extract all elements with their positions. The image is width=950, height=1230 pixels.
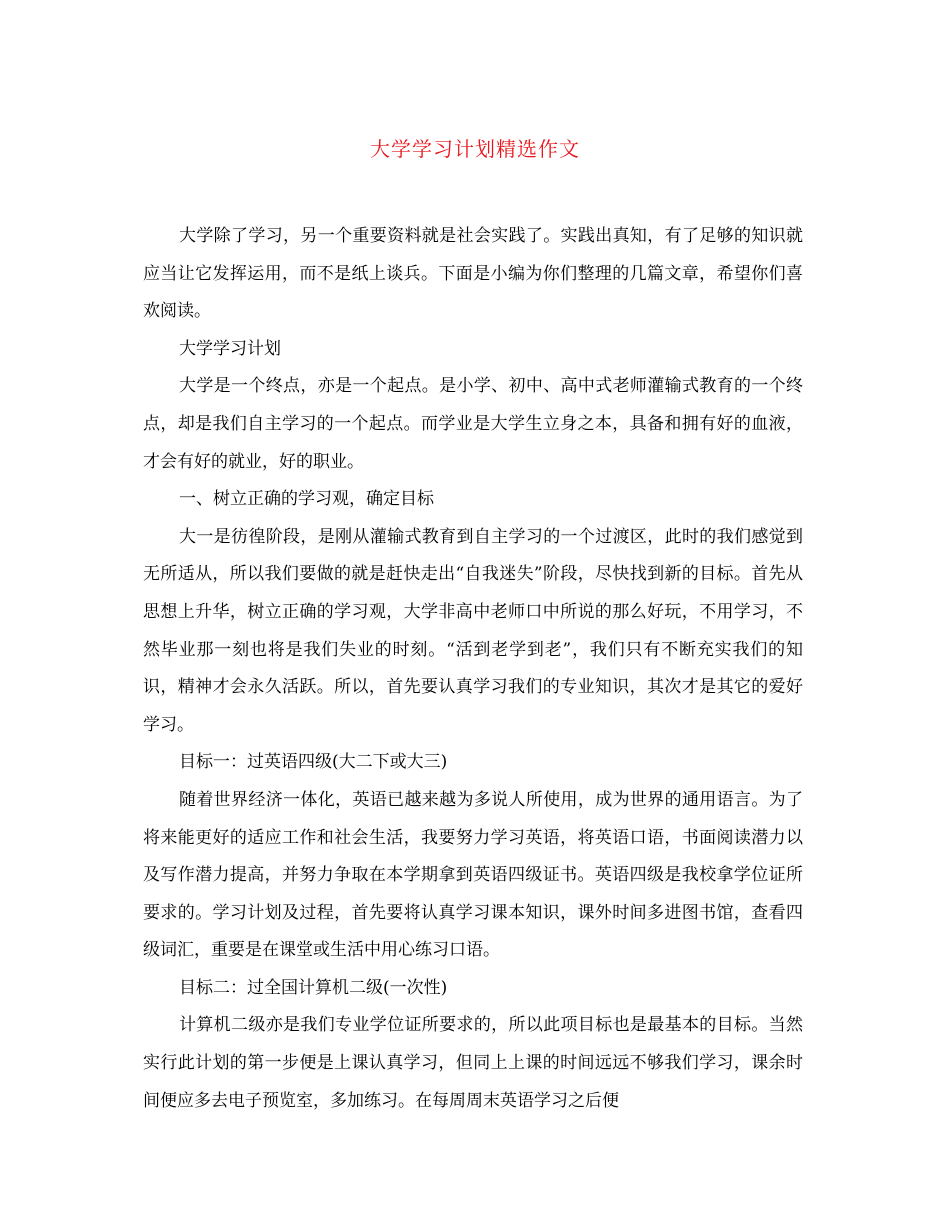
section-heading-study-plan: 大学学习计划 — [179, 338, 281, 359]
document-body — [143, 218, 803, 1120]
goal-heading-english: 目标一：过英语四级(大二下或大三) — [179, 752, 448, 773]
document-title: 大学学习计划精选作文 — [370, 137, 580, 161]
section-heading-learning-view: 一、树立正确的学习观，确定目标 — [179, 489, 434, 510]
body-paragraph: 计算机二级亦是我们专业学位证所要求的，所以此项目标也是最基本的目标。当然实行此计划的第一步便是上课认真学习，但同上上课的时间远远不够我们学习，课余时间便应多去电子预览室，多加练习。在每周周末英语学习之后便 — [143, 1015, 803, 1111]
body-paragraph: 大一是彷徨阶段，是刚从灌输式教育到自主学习的一个过渡区，此时的我们感觉到无所适从，所以我们要做的就是赶快走出“自我迷失”阶段，尽快找到新的目标。首先从思想上升华，树立正确的学习观，大学非高中老师口中所说的那么好玩，不用学习，不然毕业那一刻也将是我们失业的时刻。“活到老学到老”，我们只有不断充实我们的知识，精神才会永久活跃。所以，首先要认真学习我们的专业知识，其次才是其它的爱好学习。 — [143, 526, 803, 735]
body-paragraph: 随着世界经济一体化，英语已越来越为多说人所使用，成为世界的通用语言。为了将来能更好的适应工作和社会生活，我要努力学习英语，将英语口语，书面阅读潜力以及写作潜力提高，并努力争取在本学期拿到英语四级证书。英语四级是我校拿学位证所要求的。学习计划及过程，首先要将认真学习课本知识，课外时间多进图书馆，查看四级词汇，重要是在课堂或生活中用心练习口语。 — [143, 789, 803, 961]
intro-paragraph: 大学除了学习，另一个重要资料就是社会实践了。实践出真知，有了足够的知识就应当让它发挥运用，而不是纸上谈兵。下面是小编为你们整理的几篇文章，希望你们喜欢阅读。 — [143, 226, 803, 322]
goal-heading-computer: 目标二：过全国计算机二级(一次性) — [179, 977, 448, 998]
body-paragraph: 大学是一个终点，亦是一个起点。是小学、初中、高中式老师灌输式教育的一个终点，却是我们自主学习的一个起点。而学业是大学生立身之本，具备和拥有好的血液，才会有好的就业，好的职业。 — [143, 376, 803, 472]
